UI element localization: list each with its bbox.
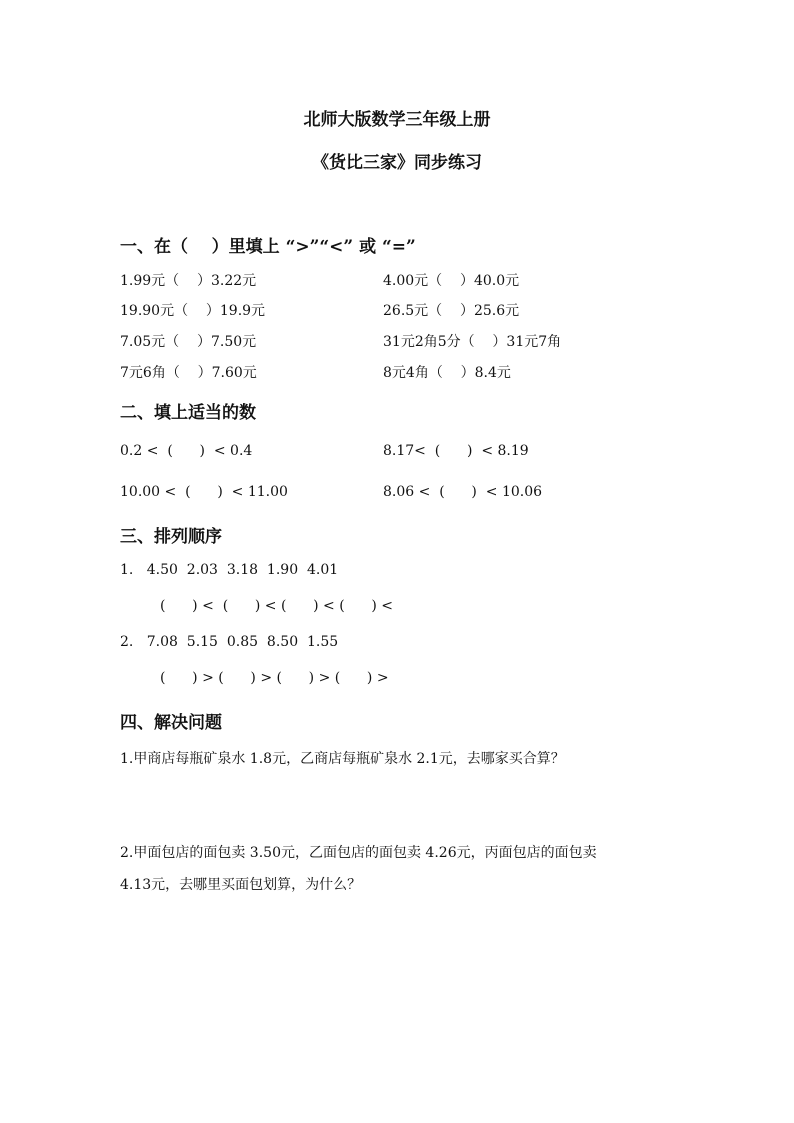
order-question-1: 1. 4.50 2.03 3.18 1.90 4.01 <box>120 562 339 578</box>
section-4-heading: 四、解决问题 <box>120 713 222 733</box>
section-3-heading: 三、排列顺序 <box>120 527 222 547</box>
page-title: 北师大版数学三年级上册 <box>303 110 491 130</box>
compare-item: 4.00元（ ）40.0元 <box>383 273 520 289</box>
section-1-heading: 一、在（ ）里填上 “>”“<” 或 “=” <box>120 237 416 257</box>
section-2-heading: 二、填上适当的数 <box>120 403 256 423</box>
word-problem-2-line-2: 4.13元，去哪里买面包划算，为什么？ <box>120 877 362 893</box>
order-blanks-2: ( ) > ( ) > ( ) > ( ) > <box>160 670 389 686</box>
compare-item: 7.05元（ ）7.50元 <box>120 334 257 350</box>
word-problem-2-line-1: 2.甲面包店的面包卖 3.50元，乙面包店的面包卖 4.26元，丙面包店的面包卖 <box>120 845 597 861</box>
fill-number-item: 8.06 < ( ) < 10.06 <box>383 484 543 500</box>
compare-item: 8元4角（ ）8.4元 <box>383 365 511 381</box>
compare-item: 26.5元（ ）25.6元 <box>383 303 520 319</box>
compare-item: 7元6角（ ）7.60元 <box>120 365 257 381</box>
order-question-2: 2. 7.08 5.15 0.85 8.50 1.55 <box>120 634 339 650</box>
order-blanks-1: ( ) < ( ) < ( ) < ( ) < <box>160 598 394 614</box>
compare-item: 19.90元（ ）19.9元 <box>120 303 266 319</box>
page-subtitle: 《货比三家》同步练习 <box>312 153 482 173</box>
word-problem-1: 1.甲商店每瓶矿泉水 1.8元，乙商店每瓶矿泉水 2.1元，去哪家买合算？ <box>120 751 565 767</box>
fill-number-item: 0.2 < ( ) < 0.4 <box>120 443 253 459</box>
fill-number-item: 10.00 < ( ) < 11.00 <box>120 484 288 500</box>
compare-item: 31元2角5分（ ）31元7角 <box>383 334 562 350</box>
compare-item: 1.99元（ ）3.22元 <box>120 273 257 289</box>
fill-number-item: 8.17< ( ) < 8.19 <box>383 443 529 459</box>
